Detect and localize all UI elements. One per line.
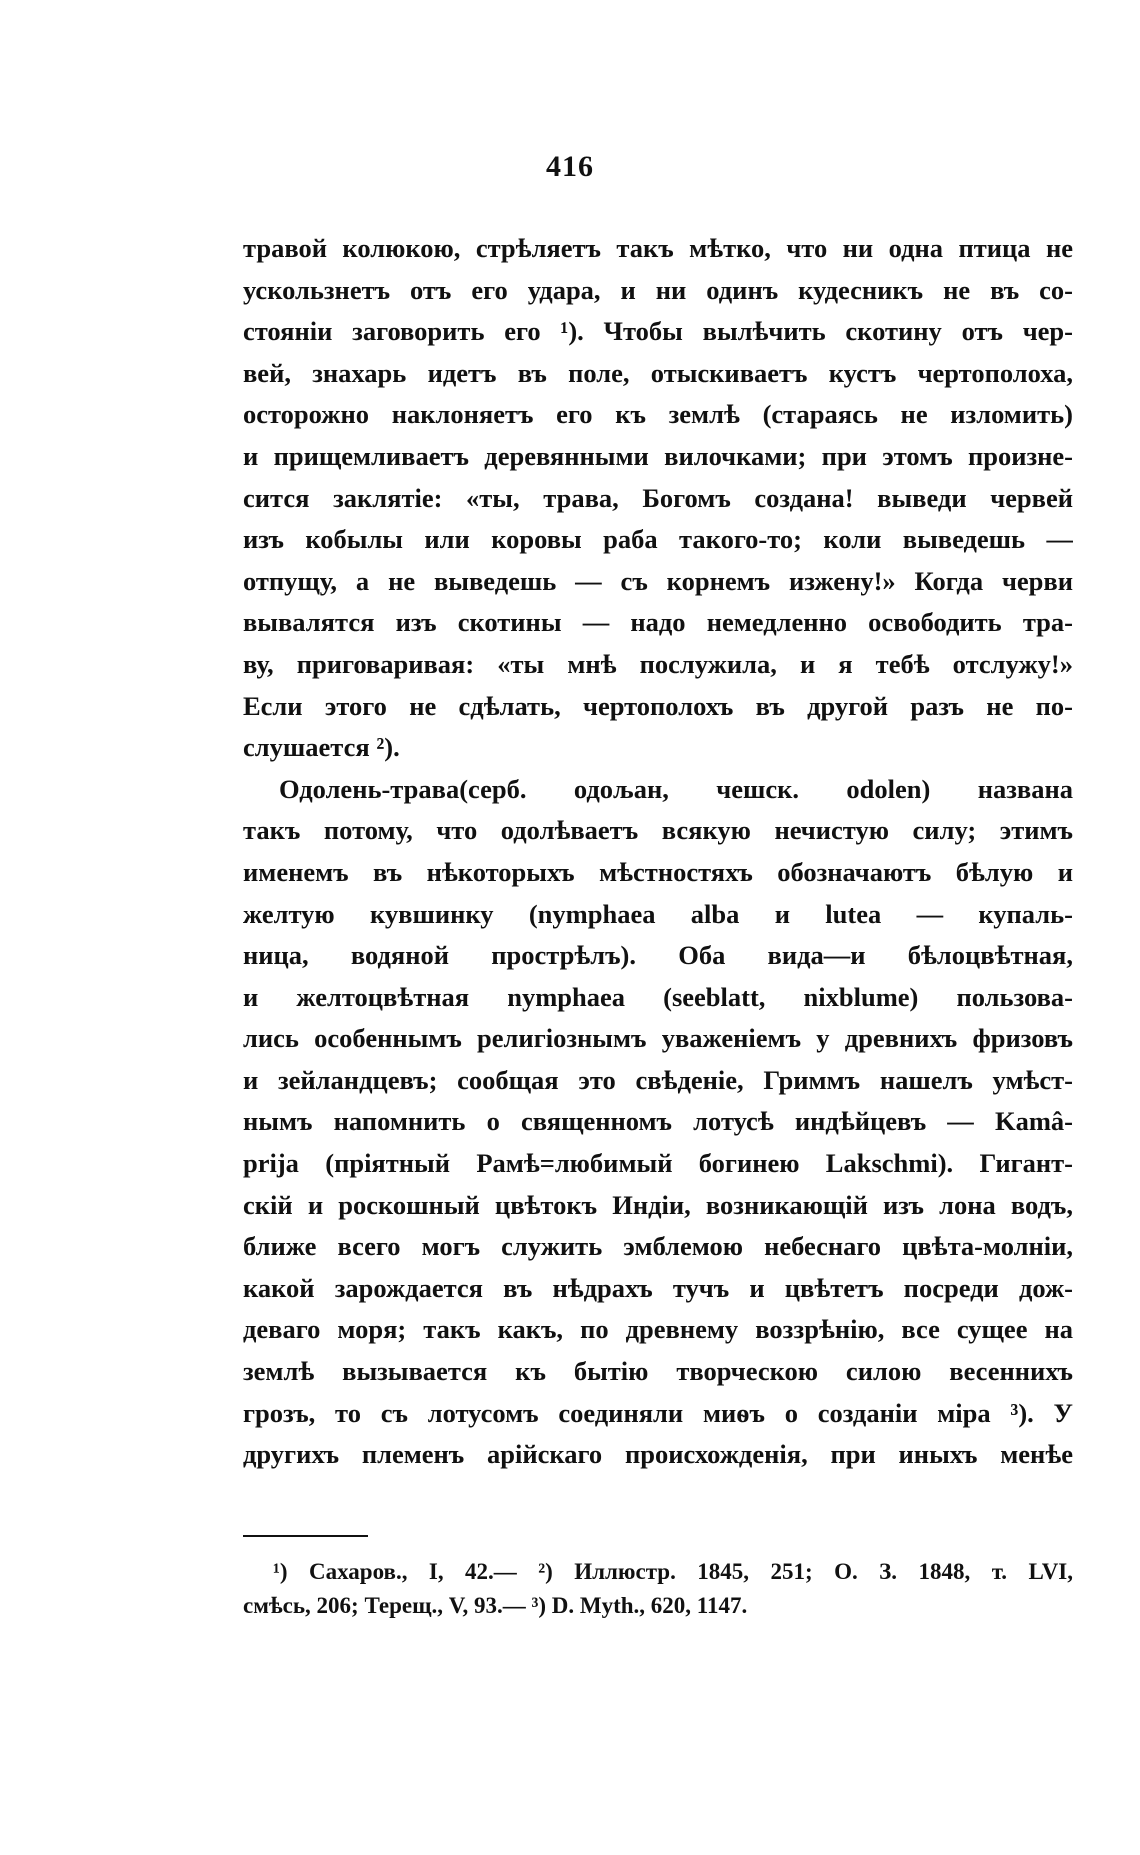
text-line: грозъ, то съ лотусомъ соединяли миѳъ о созданіи міра ³). У xyxy=(243,1397,1073,1428)
text-line: скій и роскошный цвѣтокъ Индіи, возникающій изъ лона водъ, xyxy=(243,1189,1073,1220)
text-line: ница, водяной прострѣлъ). Оба вида—и бѣлоцвѣтная, xyxy=(243,940,1073,971)
text-line: слушается ²). xyxy=(243,732,400,763)
text-line: prija (пріятный Рамѣ=любимый богинею Lakschmi). Гигант- xyxy=(243,1148,1073,1179)
text-line: изъ кобылы или коровы раба такого-то; коли выведешь — xyxy=(243,524,1073,555)
text-line: вей, знахарь идетъ въ поле, отыскиваетъ кустъ чертополоха, xyxy=(243,357,1073,388)
text-line: ближе всего могъ служить эмблемою небеснаго цвѣта-молніи, xyxy=(243,1231,1073,1262)
text-line: сится заклятіе: «ты, трава, Богомъ создана! выведи червей xyxy=(243,482,1073,513)
footnote-divider xyxy=(243,1535,368,1537)
text-line: ву, приговаривая: «ты мнѣ послужила, и я тебѣ отслужу!» xyxy=(243,648,1073,679)
text-line: осторожно наклоняетъ его къ землѣ (стараясь не изломить) xyxy=(243,399,1073,430)
text-line: Одолень-трава(серб. одољан, чешск. odolen) названа xyxy=(279,773,1073,804)
body-text xyxy=(243,228,1073,1476)
text-line: такъ потому, что одолѣваетъ всякую нечистую силу; этимъ xyxy=(243,815,1073,846)
text-line: травой колюкою, стрѣляетъ такъ мѣтко, что ни одна птица не xyxy=(243,233,1073,263)
text-line: другихъ племенъ арійскаго происхожденія, при иныхъ менѣе xyxy=(243,1439,1073,1470)
text-line: вывалятся изъ скотины — надо немедленно освободить тра- xyxy=(243,607,1073,638)
text-line: Если этого не сдѣлать, чертополохъ въ другой разъ не по- xyxy=(243,690,1073,721)
text-line: стояніи заговорить его ¹). Чтобы вылѣчить скотину отъ чер- xyxy=(243,316,1073,347)
text-line: именемъ въ нѣкоторыхъ мѣстностяхъ обозначаютъ бѣлую и xyxy=(243,856,1073,887)
paragraph-2 xyxy=(243,769,1073,1476)
text-line: желтую кувшинку (nymphaea alba и lutea — купаль- xyxy=(243,898,1073,929)
footnotes xyxy=(243,1555,1073,1623)
text-line: и прищемливаетъ деревянными вилочками; при этомъ произне- xyxy=(243,440,1073,471)
text-line: отпущу, а не выведешь — съ корнемъ изжену!» Когда черви xyxy=(243,565,1073,596)
page-number: 416 xyxy=(546,150,594,183)
text-line: деваго моря; такъ какъ, по древнему воззрѣнію, все сущее на xyxy=(243,1314,1073,1345)
footnote-line: ¹) Сахаров., I, 42.— ²) Иллюстр. 1845, 251; О. З. 1848, т. LVI, xyxy=(273,1559,1073,1584)
text-line: какой зарождается въ нѣдрахъ тучъ и цвѣтетъ посреди дож- xyxy=(243,1272,1073,1303)
text-line: и желтоцвѣтная nymphaea (seeblatt, nixblume) пользова- xyxy=(243,981,1073,1012)
text-line: землѣ вызывается къ бытію творческою силою весеннихъ xyxy=(243,1356,1073,1387)
text-line: и зейландцевъ; сообщая это свѣденіе, Гриммъ нашелъ умѣст- xyxy=(243,1064,1073,1095)
text-line: ускользнетъ отъ его удара, и ни одинъ кудесникъ не въ со- xyxy=(243,274,1073,305)
paragraph-1 xyxy=(243,228,1073,769)
text-line: нымъ напомнить о священномъ лотусѣ индѣйцевъ — Kamâ- xyxy=(243,1106,1073,1137)
text-line: лись особеннымъ религіознымъ уваженіемъ у древнихъ фризовъ xyxy=(243,1023,1073,1054)
footnote-line: смѣсь, 206; Терещ., V, 93.— ³) D. Myth., 620, 1147. xyxy=(243,1593,748,1618)
